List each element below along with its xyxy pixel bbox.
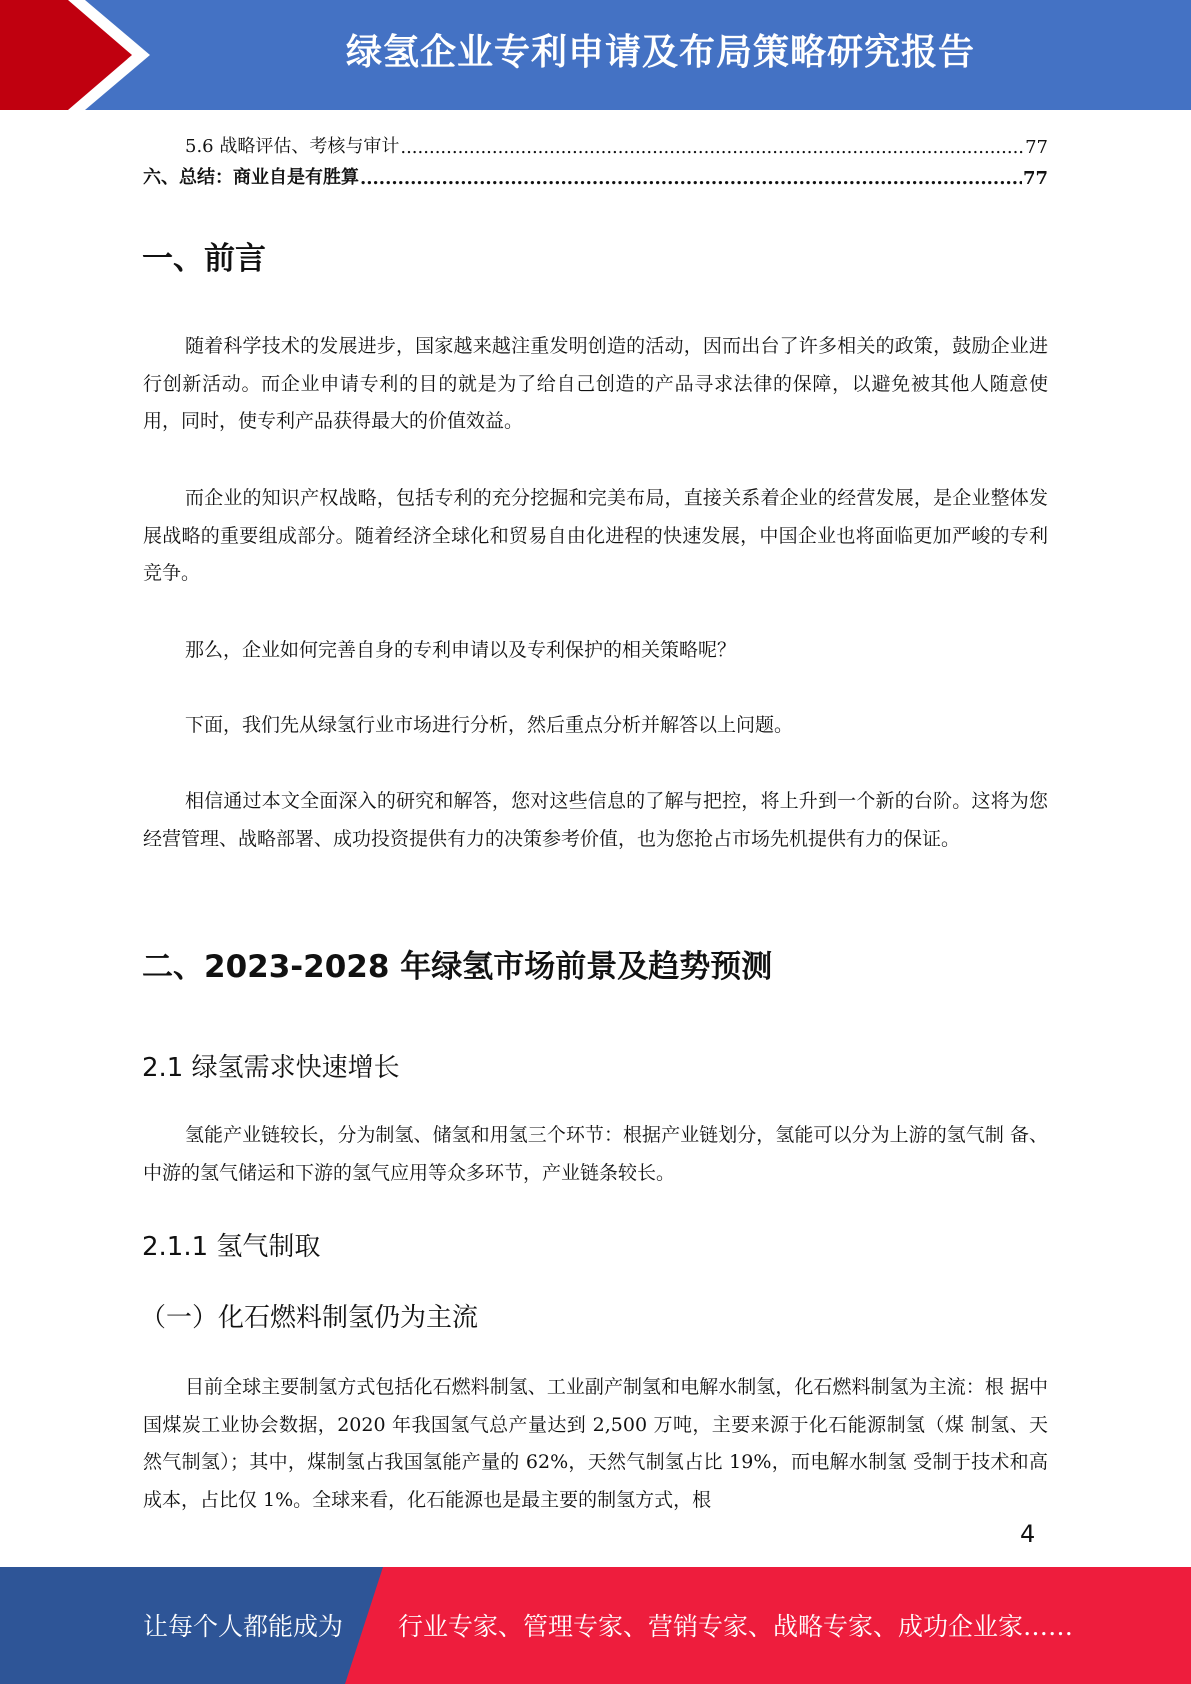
toc-entry-label: 六、总结：商业自是有胜算	[143, 167, 359, 188]
subsection-heading: 2.1.1 氢气制取	[142, 1232, 321, 1262]
toc-leader-dots	[360, 168, 1022, 189]
footer-banner	[0, 1567, 1191, 1684]
toc-leader-dots	[400, 137, 1024, 158]
section-heading-preface: 一、前言	[142, 241, 266, 277]
body-paragraph: 氢能产业链较长，分为制氢、储氢和用氢三个环节：根据产业链划分，氢能可以分为上游的氢气制 备、中游的氢气储运和下游的氢气应用等众多环节，产业链条较长。	[143, 1124, 1048, 1184]
toc-entry-page: 77	[1025, 137, 1048, 158]
body-paragraph: 相信通过本文全面深入的研究和解答，您对这些信息的了解与把控，将上升到一个新的台阶。这将为您经营管理、战略部署、成功投资提供有力的决策参考价值，也为您抢占市场先机提供有力的保证。	[143, 790, 1048, 850]
page-number: 4	[1020, 1520, 1036, 1548]
body-paragraph: 目前全球主要制氢方式包括化石燃料制氢、工业副产制氢和电解水制氢，化石燃料制氢为主流：根 据中国煤炭工业协会数据，2020 年我国氢气总产量达到 2,500 万吨，主要来源于化石能源制氢（煤 制氢、天然气制氢）；其中，煤制氢占我国氢能产量的 62%，天然气制氢占比 19%，而电解水制氢 受制于技术和高成本，占比仅 1%。全球来看，化石能源也是最主要的制氢方式，根	[143, 1376, 1048, 1511]
toc-entry[interactable]	[143, 128, 1048, 158]
toc-entry-page: 77	[1022, 168, 1048, 189]
footer-slogan-left: 让每个人都能成为	[143, 1612, 344, 1641]
subsection-heading: （一）化石燃料制氢仍为主流	[140, 1303, 479, 1333]
toc-entry[interactable]	[143, 159, 1048, 189]
body-paragraph: 随着科学技术的发展进步，国家越来越注重发明创造的活动，因而出台了许多相关的政策，鼓励企业进行创新活动。而企业申请专利的目的就是为了给自己创造的产品寻求法律的保障，以避免被其他人随意使用，同时，使专利产品获得最大的价值效益。	[143, 335, 1048, 432]
section-heading-market: 二、2023-2028 年绿氢市场前景及趋势预测	[142, 949, 773, 985]
toc-entry-label: 5.6 战略评估、考核与审计	[185, 136, 400, 157]
body-paragraph: 那么，企业如何完善自身的专利申请以及专利保护的相关策略呢？	[185, 639, 737, 661]
body-paragraph: 下面，我们先从绿氢行业市场进行分析，然后重点分析并解答以上问题。	[185, 714, 794, 736]
subsection-heading: 2.1 绿氢需求快速增长	[142, 1053, 400, 1083]
report-title: 绿氢企业专利申请及布局策略研究报告	[345, 32, 975, 73]
footer-slogan-right: 行业专家、管理专家、营销专家、战略专家、成功企业家……	[398, 1612, 1074, 1641]
body-paragraph: 而企业的知识产权战略，包括专利的充分挖掘和完美布局，直接关系着企业的经营发展，是企业整体发展战略的重要组成部分。随着经济全球化和贸易自由化进程的快速发展，中国企业也将面临更加严峻的专利竞争。	[143, 487, 1048, 584]
header-banner	[0, 0, 1191, 110]
